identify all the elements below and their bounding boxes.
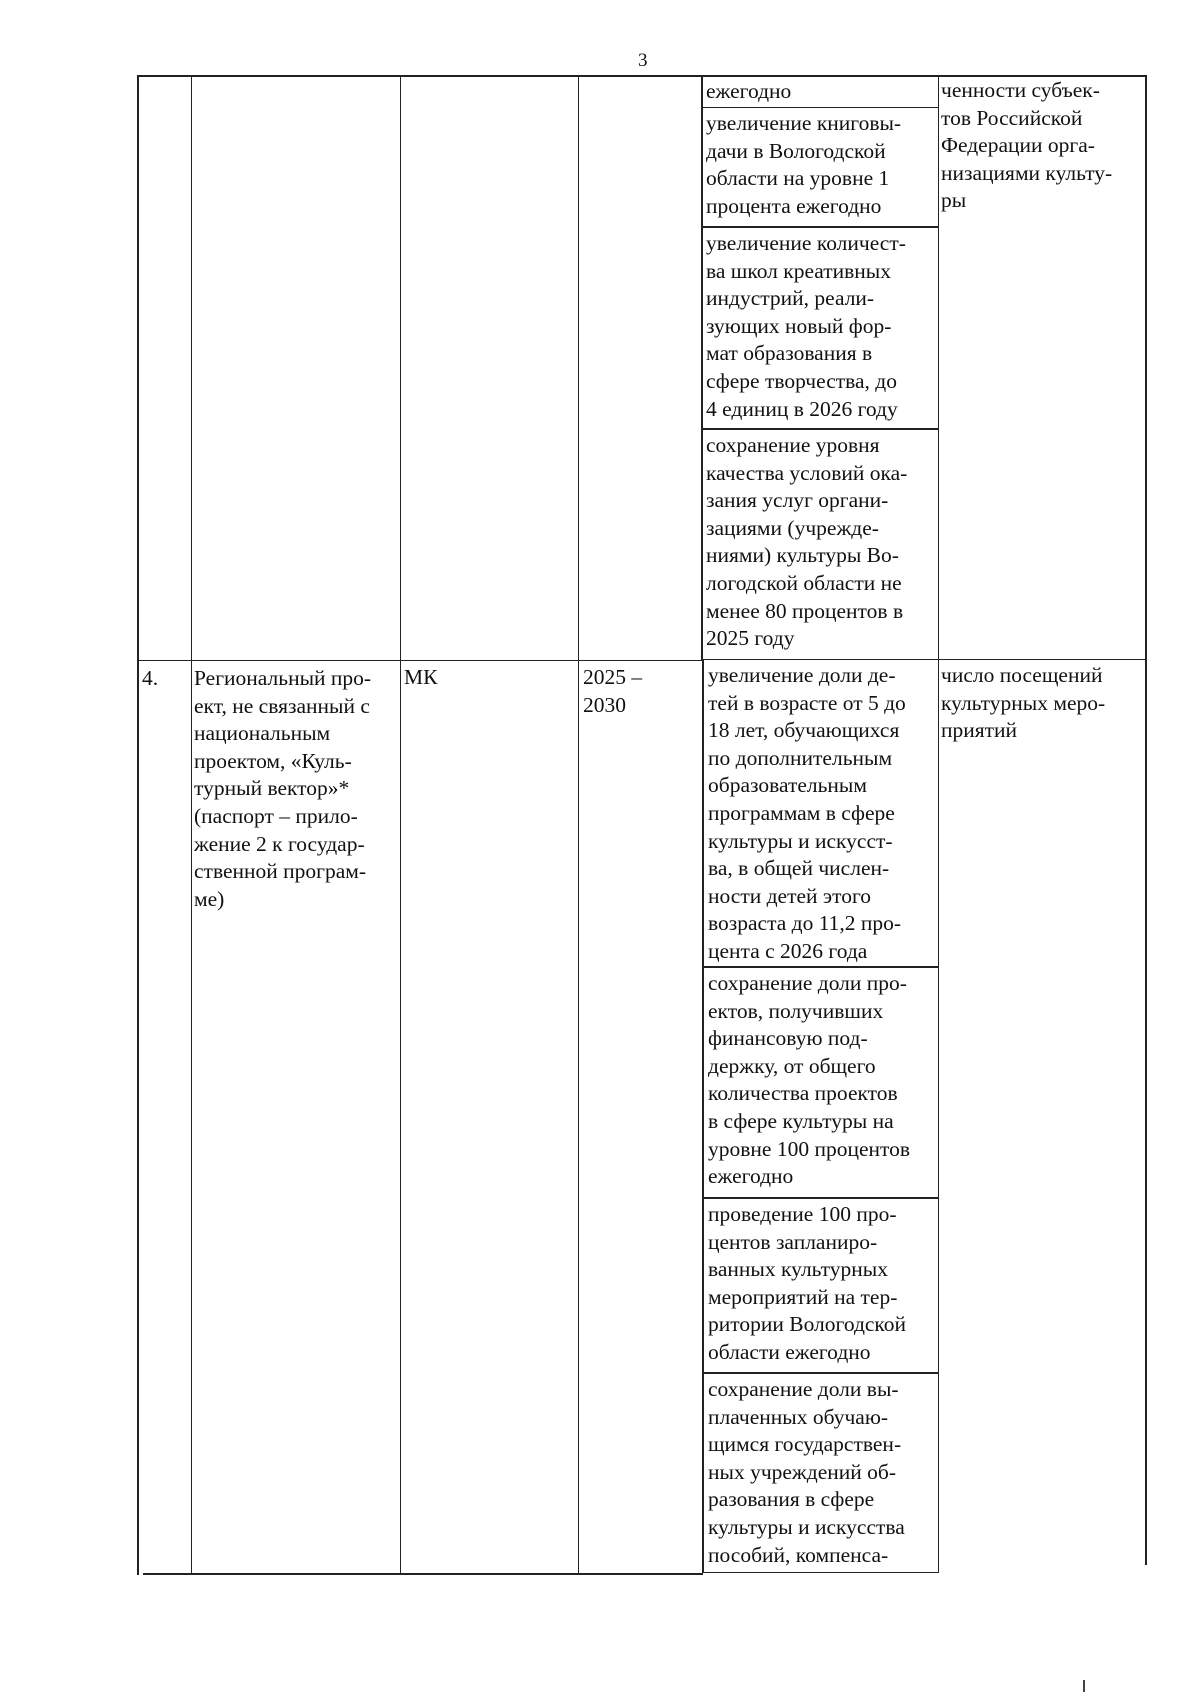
table-right-border: [1145, 75, 1147, 1565]
row-divider-right: [938, 659, 1146, 660]
goal-text: сохранение уровня качества условий ока- зания услуг органи- зациями (учрежде- ниями) культуры Во- логодской области не менее 80 процентов в 2025 году: [706, 433, 908, 651]
indicator-text: число посещений культурных меро- приятий: [941, 663, 1106, 743]
row-number: 4.: [142, 666, 159, 690]
indicator-text: ченности субъек- тов Российской Федерации орга- низациями культу- ры: [941, 78, 1113, 213]
table-left-border: [137, 75, 139, 1575]
project-name: Региональный про- ект, не связанный с национальным проектом, «Куль- турный вектор»* (паспорт – прило- жение 2 к государ- ственной програм- ме): [194, 666, 372, 911]
implementation-period: 2025 – 2030: [583, 665, 643, 717]
goal-cell: [701, 75, 939, 108]
goal-cell: [703, 967, 939, 1198]
goal-cell: [701, 227, 939, 429]
goal-text: сохранение доли вы- плаченных обучаю- щимся государствен- ных учреждений об- разования в сфере культуры и искусства пособий, компенса-: [708, 1377, 905, 1567]
column-rule-1: [191, 75, 192, 1575]
goal-text: увеличение книговы- дачи в Вологодской области на уровне 1 процента ежегодно: [706, 111, 902, 218]
goal-text: увеличение количест- ва школ креативных индустрий, реали- зующих новый фор- мат образования в сфере творчества, до 4 единиц в 2026 году: [706, 231, 906, 421]
goal-text: ежегодно: [706, 79, 792, 103]
responsible-executor: МК: [404, 665, 438, 689]
table-bottom-border: [143, 1573, 703, 1575]
goal-text: сохранение доли про- ектов, получивших финансовую под- держку, от общего количества проектов в сфере культуры на уровне 100 процентов ежегодно: [708, 971, 911, 1189]
goal-cell: [703, 1373, 939, 1573]
goal-text: проведение 100 про- центов запланиро- ванных культурных мероприятий на тер- ритории Вологодской области ежегодно: [708, 1202, 907, 1364]
goal-text: увеличение доли де- тей в возрасте от 5 до 18 лет, обучающихся по дополнительным образовательным программам в сфере культуры и искусст- ва, в общей числен- ности детей этого возраста до 11,2 про- цента с 2026 года: [708, 663, 906, 963]
goal-cell: [701, 107, 939, 227]
row-divider: [137, 660, 702, 661]
page-number: 3: [638, 50, 648, 71]
goal-cell: [703, 659, 939, 967]
column-rule-2: [400, 75, 401, 1575]
column-rule-3: [578, 75, 579, 1575]
scan-mark: [1083, 1680, 1085, 1692]
goal-cell: [703, 1198, 939, 1373]
goal-cell: [701, 429, 939, 660]
